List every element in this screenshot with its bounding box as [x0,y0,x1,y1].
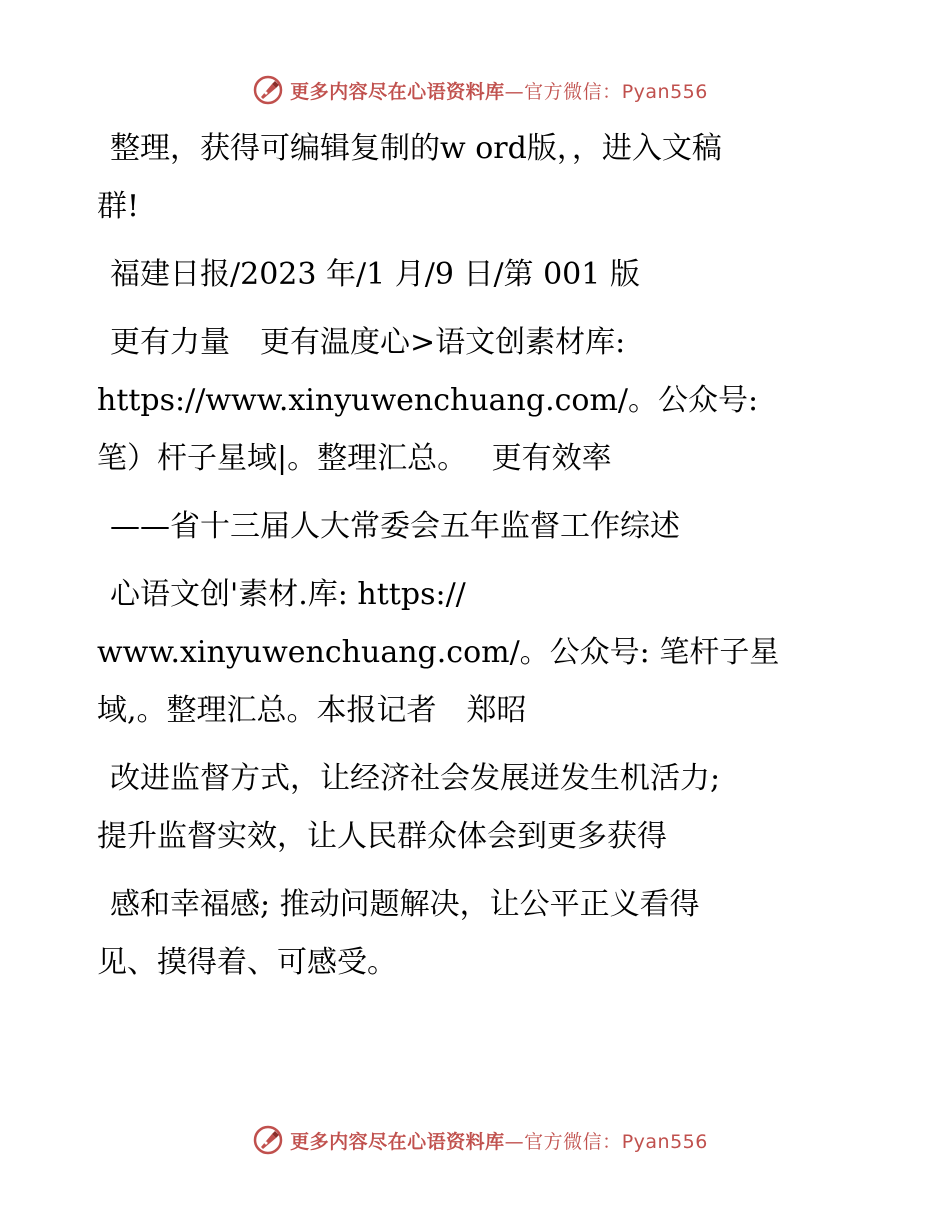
text-line: 感和幸福感; 推动问题解决，让公平正义看得 [110,887,700,922]
text-line: 更有力量 更有温度心>语文创素材库: [110,325,626,360]
footer-banner-inner [252,1124,708,1156]
footer-banner-dash: — [504,1130,525,1153]
pen-nib-logo-icon [252,1124,284,1156]
footer-banner-main: 更多内容尽在心语资料库 [290,1130,505,1153]
pen-nib-logo-icon [252,74,284,106]
header-banner-inner [252,74,708,106]
text-line: 整理，获得可编辑复制的w ord版，，进入文稿 [110,131,722,166]
paragraph-dateline [97,246,837,304]
text-line: www.xinyuwenchuang.com/。公众号: 笔杆子星 [97,635,780,670]
paragraph-intro [97,120,837,236]
header-wechat-label: 官方微信： [524,80,622,103]
text-line: 福建日报/2023 年/1 月/9 日/第 001 版 [110,257,640,292]
text-line: 心语文创'素材.库: https:// [110,577,466,612]
text-line: 见、摸得着、可感受。 [97,945,397,980]
header-banner-main: 更多内容尽在心语资料库 [290,80,505,103]
paragraph-source [97,566,837,740]
header-banner-dash: — [504,80,525,103]
paragraph-headline [97,314,837,488]
text-line: 笔）杆子星域|。整理汇总。 更有效率 [97,441,612,476]
header-banner [0,70,950,110]
paragraph-lead-1 [97,750,837,866]
header-banner-text [290,77,708,104]
text-line: 域,。整理汇总。本报记者 郑昭 [97,693,527,728]
text-line: 改进监督方式，让经济社会发展迸发生机活力; [110,761,721,796]
text-line: https://www.xinyuwenchuang.com/。公众号: [97,383,759,418]
document-body [97,120,837,1002]
footer-banner [0,1120,950,1160]
paragraph-lead-2 [97,876,837,992]
footer-banner-text [290,1127,708,1154]
text-line: 群! [97,189,140,224]
footer-wechat-label: 官方微信： [524,1130,622,1153]
text-line: 提升监督实效，让人民群众体会到更多获得 [97,819,667,854]
text-line: ——省十三届人大常委会五年监督工作综述 [110,509,680,544]
header-wechat-id: Pyan556 [621,80,708,103]
paragraph-subtitle [97,498,837,556]
footer-wechat-id: Pyan556 [621,1130,708,1153]
